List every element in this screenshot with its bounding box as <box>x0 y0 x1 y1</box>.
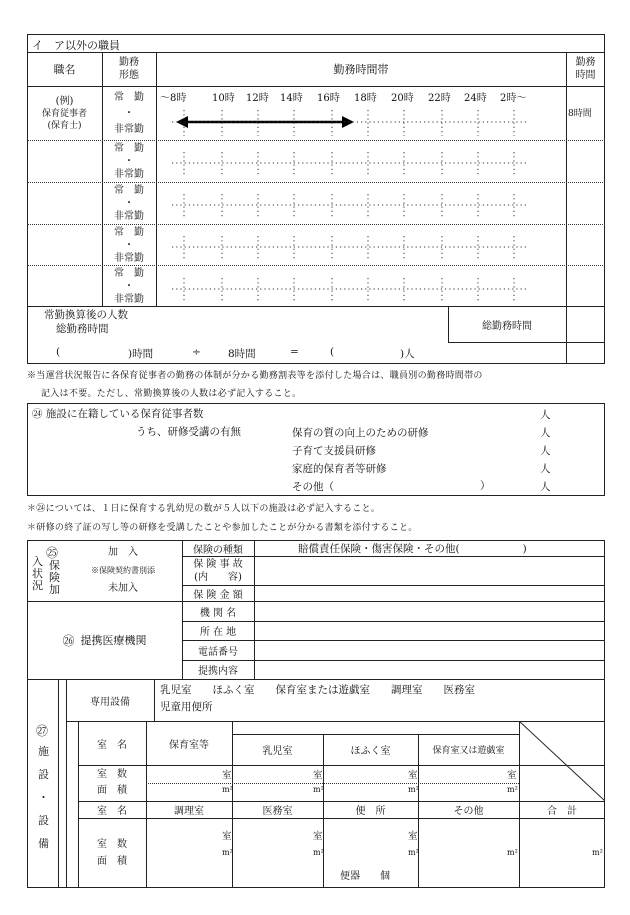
room2-2: 便 所 <box>355 806 386 817</box>
col-name-header: 職名 <box>53 63 76 76</box>
room1-2: ほふく室 <box>350 746 391 757</box>
row-2-form: 常 勤 ・ 非常勤 <box>114 185 144 222</box>
insurance-label-mid: 保 険 加 <box>49 559 60 596</box>
row-4-form: 常 勤 ・ 非常勤 <box>114 267 144 305</box>
insurance-label-left: 入 状 況 <box>32 555 43 592</box>
example-hours: 8時間 <box>568 109 592 119</box>
medical-field-address: 所 在 地 <box>199 627 237 638</box>
insurance-num: ㉕ <box>46 546 59 560</box>
row-1-form: 常 勤 ・ 非常勤 <box>114 143 144 180</box>
insurance-amount-label: 保 険 金 額 <box>193 589 243 601</box>
fte-formula: ( )時間 ÷ 8時間 = ( )人 <box>56 346 415 360</box>
dedicated-items: 乳児室 ほふく室 保育室または遊戯室 調理室 医務室 児童用便所 <box>160 684 475 713</box>
medical-field-name: 機 関 名 <box>199 607 237 619</box>
room-name-label-1: 室 名 <box>97 739 127 751</box>
room2-3: その他 <box>453 806 484 817</box>
room1-0: 保育室等 <box>169 739 209 751</box>
medical-field-content: 提携内容 <box>198 666 238 677</box>
medical-title: ㉖ 提携医療機関 <box>62 633 147 648</box>
timeline-grid <box>156 100 566 310</box>
enrolled-units: 人 人 人 人 人 <box>540 409 551 493</box>
facility-label: 施 設 ・ 設 備 <box>38 745 49 850</box>
room2-0: 調理室 <box>174 806 204 817</box>
other-close: ） <box>480 480 491 492</box>
dedicated-label: 専用設備 <box>90 696 130 708</box>
room2-1: 医務室 <box>262 806 293 817</box>
fte-label: 常勤換算後の人数 総勤務時間 <box>44 309 128 335</box>
enrolled-notes: ＊㉔については、１日に保育する乳幼児の数が５人以下の施設は必ず記入すること。 ＊研修の終了証の写し等の研修を受講したことや参加したことが分かる書類を添付すること。 <box>27 504 418 533</box>
room1-1: 乳児室 <box>262 746 293 757</box>
staff-note: ※当運営状況報告に各保育従事者の勤務の体制が分かる勤務割表等を添付した場合は、職員別の勤務時間帯の 記入は不要。ただし、常勤換算後の人数は必ず記入すること。 <box>27 371 483 399</box>
insurance-type-value[interactable]: 賠償責任保険・傷害保険・その他( ) <box>298 542 527 555</box>
example-label: (例) 保育従事者 (保育士) <box>41 96 87 131</box>
row-3-form: 常 勤 ・ 非常勤 <box>114 226 144 264</box>
count-units-2: 室 m² 室 m² 室 m² 便器 個 m² m² <box>222 831 603 882</box>
insurance-accident-label: 保 険 事 故 (内 容) <box>193 558 243 583</box>
room-name-label-2: 室 名 <box>97 806 127 817</box>
room1-3: 保育室又は遊戯室 <box>432 746 505 756</box>
insurance-type-label: 保険の種類 <box>193 544 243 556</box>
facility-num: ㉗ <box>36 724 49 738</box>
count-units-1: 室 m² 室 m² 室 m² 室 m² <box>222 770 518 794</box>
room2-4: 合 計 <box>547 806 577 817</box>
col-form-header: 勤務 形態 <box>119 57 139 81</box>
count-area-label-2: 室 数 面 積 <box>97 839 127 867</box>
example-form: 常 勤 ・ 非常勤 <box>114 92 144 135</box>
training-question: うち、研修受講の有無 <box>136 426 241 438</box>
staff-section-title: イ ア以外の職員 <box>32 39 120 52</box>
blank-diagonal <box>519 721 605 801</box>
insurance-join-status: 加 入 ※保険契約書別添 未加入 <box>91 547 155 594</box>
enrolled-title: ㉔ 施設に在籍している保育従事者数 <box>32 408 204 420</box>
medical-field-phone: 電話番号 <box>198 646 238 658</box>
total-hours-label: 総勤務時間 <box>482 320 532 332</box>
timeline-labels: 〜8時 10時 12時 14時 16時 18時 20時 22時 24時 2時〜 <box>160 93 527 104</box>
col-hours-header: 勤務 時間 <box>575 57 596 81</box>
col-band-header: 勤務時間帯 <box>333 63 389 76</box>
training-items: 保育の質の向上のための研修 子育て支援員研修 家庭的保育者等研修 その他（ <box>292 427 429 493</box>
count-area-label-1: 室 数 面 積 <box>97 769 127 796</box>
